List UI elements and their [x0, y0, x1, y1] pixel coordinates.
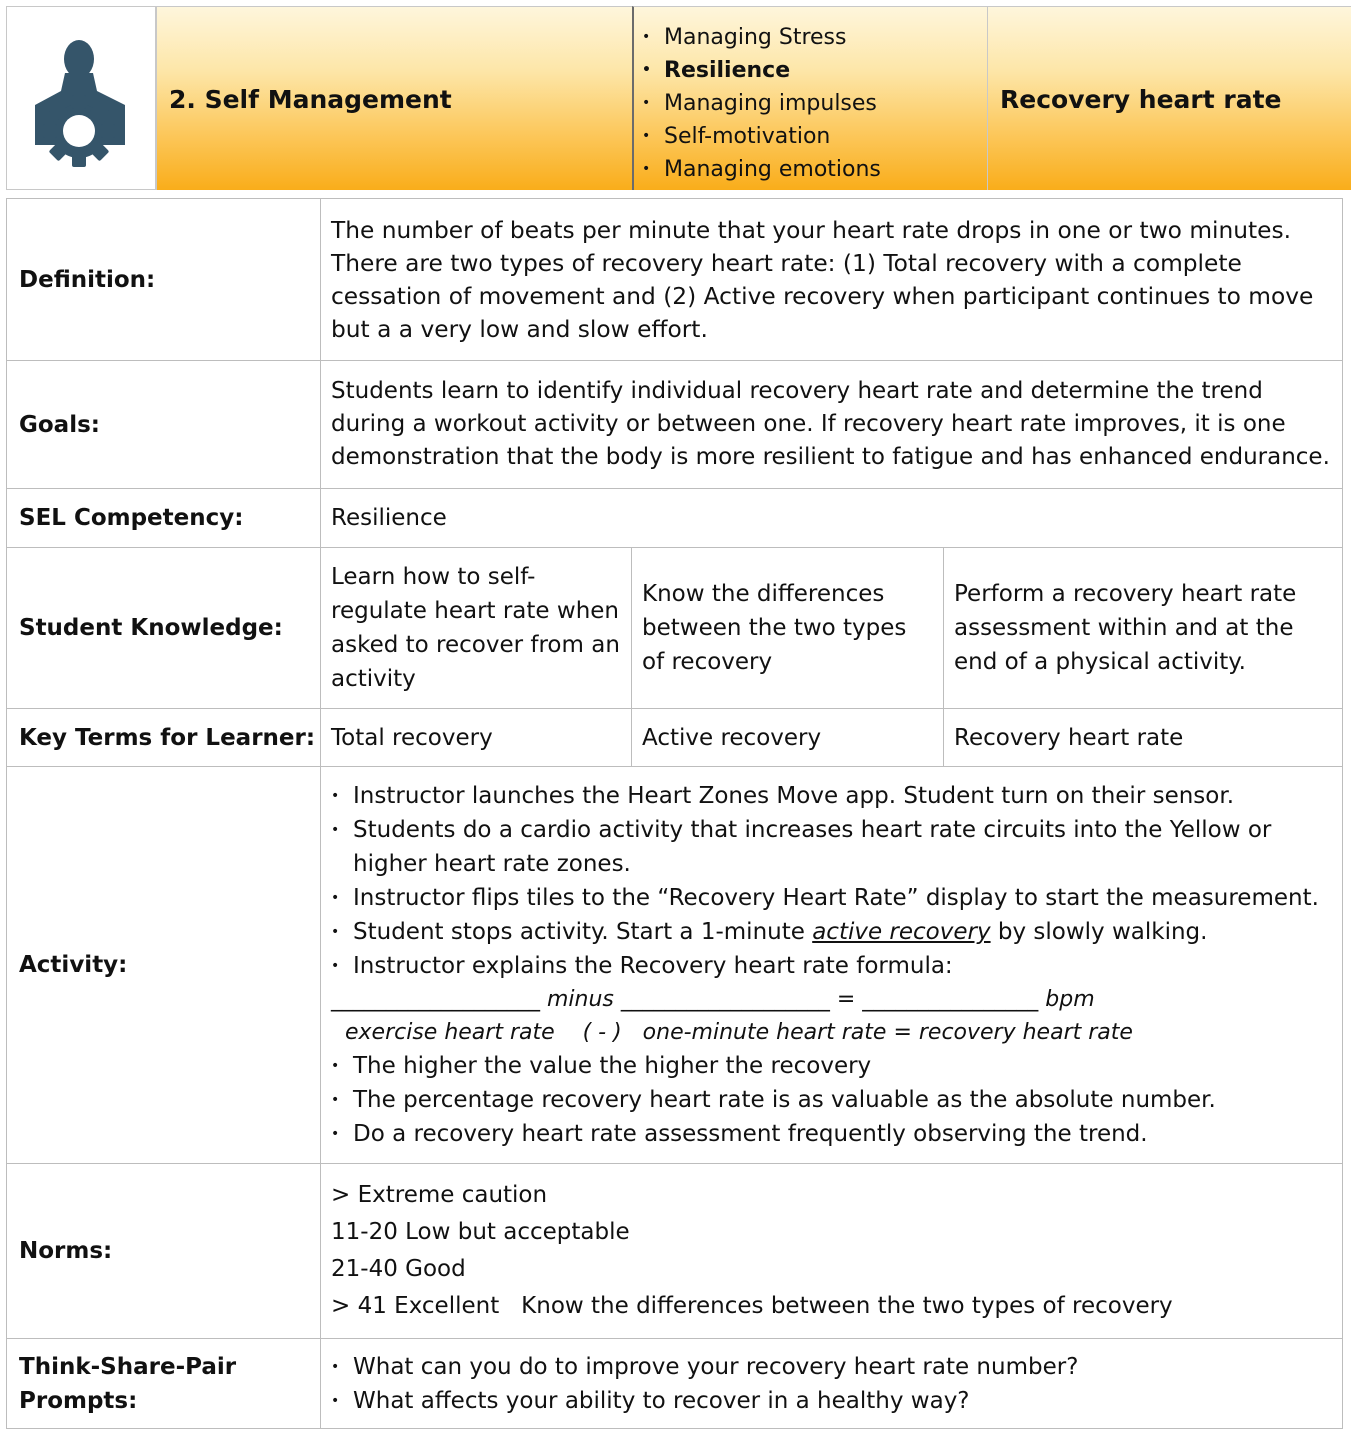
- lesson-header: [6, 6, 1351, 190]
- competency-area-cell: [156, 6, 632, 190]
- list-item: • Students do a cardio activity that increases heart rate circuits into the Yellow or higher heart rate zones.: [331, 817, 1272, 877]
- competency-item-selected: • Resilience: [642, 58, 791, 83]
- knowledge-item: Know the differences between the two types of recovery: [632, 548, 944, 709]
- row-label: SEL Competency:: [7, 489, 321, 548]
- list-item: • What affects your ability to recover in a healthy way?: [331, 1387, 970, 1414]
- competency-item: • Managing Stress: [642, 25, 847, 50]
- row-label: Student Knowledge:: [7, 548, 321, 709]
- norm-line: > Extreme caution: [331, 1182, 548, 1208]
- norm-line: > 41 Excellent Know the differences between the two types of recovery: [331, 1293, 1173, 1319]
- list-item: • Instructor flips tiles to the “Recovery Heart Rate” display to start the measurement.: [331, 885, 1319, 911]
- table-row: [7, 548, 1343, 709]
- key-term: Active recovery: [632, 709, 944, 767]
- topic-cell: [987, 6, 1351, 190]
- norms-cell: [321, 1164, 1343, 1339]
- list-item: • Student stops activity. Start a 1-minute active recovery by slowly walking.: [331, 919, 1208, 945]
- table-row: [7, 1164, 1343, 1339]
- row-label: Definition:: [7, 199, 321, 361]
- table-row: [7, 489, 1343, 548]
- activity-list-continued: [331, 1049, 1332, 1151]
- table-row: [7, 1339, 1343, 1429]
- competency-item: • Self-motivation: [642, 124, 831, 149]
- knowledge-item: Perform a recovery heart rate assessment within and at the end of a physical activity.: [944, 548, 1343, 709]
- competency-list: [642, 21, 881, 186]
- topic-title: Recovery heart rate: [1000, 85, 1282, 114]
- prompts-cell: [321, 1339, 1343, 1429]
- sel-competency-value: Resilience: [321, 489, 1343, 548]
- key-term: Recovery heart rate: [944, 709, 1343, 767]
- competency-list-cell: [632, 6, 987, 190]
- row-label: Goals:: [7, 361, 321, 489]
- competency-item: • Managing impulses: [642, 91, 877, 116]
- person-gear-icon: [7, 7, 157, 191]
- active-recovery-term: active recovery: [812, 919, 991, 945]
- activity-cell: [321, 767, 1343, 1164]
- list-item: • Instructor launches the Heart Zones Move app. Student turn on their sensor.: [331, 783, 1235, 809]
- list-item: • The higher the value the higher the recovery: [331, 1053, 872, 1079]
- competency-item: • Managing emotions: [642, 157, 881, 182]
- norm-line: 21-40 Good: [331, 1256, 466, 1282]
- knowledge-item: Learn how to self-regulate heart rate when asked to recover from an activity: [321, 548, 632, 709]
- table-row: [7, 361, 1343, 489]
- definition-text: The number of beats per minute that your heart rate drops in one or two minutes. There are two types of recovery heart rate: (1) Total recovery with a complete cessation of movement and (2) Active recovery when participant continues to move but a a very low and slow effort.: [321, 199, 1343, 361]
- row-label: Activity:: [7, 767, 321, 1164]
- row-label: Think-Share-Pair Prompts:: [7, 1339, 321, 1429]
- table-row: [7, 709, 1343, 767]
- row-label: Norms:: [7, 1164, 321, 1339]
- list-item: • The percentage recovery heart rate is as valuable as the absolute number.: [331, 1087, 1216, 1113]
- lesson-table: [6, 198, 1343, 1429]
- activity-list: [331, 779, 1332, 983]
- norm-line: 11-20 Low but acceptable: [331, 1219, 630, 1245]
- list-item: • What can you do to improve your recovery heart rate number?: [331, 1353, 1079, 1380]
- goals-text: Students learn to identify individual recovery heart rate and determine the trend during a workout activity or between one. If recovery heart rate improves, it is one demonstration that the body is more resilient to fatigue and has enhanced endurance.: [321, 361, 1343, 489]
- list-item: • Do a recovery heart rate assessment frequently observing the trend.: [331, 1121, 1148, 1147]
- table-row: [7, 199, 1343, 361]
- formula-legend: exercise heart rate ( - ) one-minute heart rate = recovery heart rate: [331, 1020, 1133, 1045]
- row-label: Key Terms for Learner:: [7, 709, 321, 767]
- icon-cell: [6, 6, 156, 190]
- key-term: Total recovery: [321, 709, 632, 767]
- list-item: • Instructor explains the Recovery heart rate formula:: [331, 953, 953, 979]
- table-row: [7, 767, 1343, 1164]
- formula-line: ___________________ minus ___________________ = ________________ bpm: [331, 987, 1095, 1012]
- competency-area-title: 2. Self Management: [169, 85, 452, 114]
- prompts-list: [331, 1350, 1332, 1418]
